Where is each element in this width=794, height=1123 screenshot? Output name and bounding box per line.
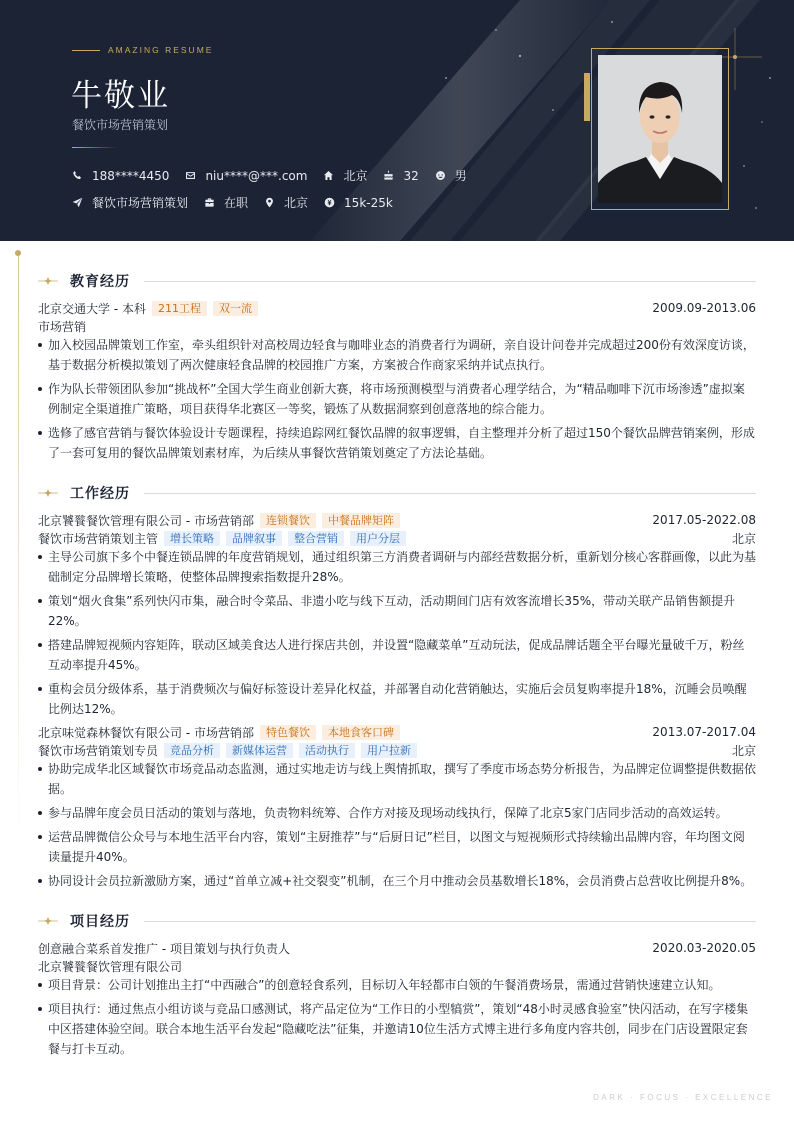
candidate-name: 牛敬业 [71,78,170,114]
age-text: 32 [403,168,419,183]
company-tag: 连锁餐饮 [260,513,316,528]
employment-status-text: 在职 [224,196,249,210]
employment-status-info [204,194,248,211]
school-tag: 211工程 [152,301,207,316]
salary-text: 15k-25k [344,195,393,210]
job-bullet: 参与品牌年度会员日活动的策划与落地，负责物料统筹、合作方对接及现场动线执行，保障了北京5家门店同步活动的高效运转。 [38,803,756,823]
major-name: 市场营销 [38,319,87,334]
phone-info [72,169,169,183]
age-info [383,169,418,183]
contact-info-row [72,167,483,184]
company-name: 北京饕餮餐饮管理有限公司 - 市场营销部 [38,513,254,528]
section-rule [144,921,756,922]
sparkle-icon [38,916,58,926]
salary-info [324,196,393,210]
project-bullet: 项目执行：通过焦点小组访谈与竞品口感测试，将产品定位为“工作日的小型犒赏”，策划“48小时灵感食验室”快闪活动，在写字楼集中区搭建体验空间。联合本地生活平台发起“隐藏吃法”征集，并邀请10位生活方式博主进行多角度内容共创，同步在门店设置限定套餐与打卡互动。 [38,999,756,1059]
resume-tagline [72,45,213,55]
sparkle-icon [38,276,58,286]
job-bullet: 协同设计会员拉新激励方案，通过“首单立减+社交裂变”机制，在三个月中推动会员基数增长18%，会员消费占总营收比例提升8%。 [38,871,756,891]
tagline-text: AMAZING RESUME [108,45,214,55]
email-info [185,169,307,183]
job-position: 餐饮市场营销策划专员 [38,743,159,758]
education-major-row [38,318,756,334]
work-title: 工作经历 [70,486,130,502]
skill-tag: 新媒体运营 [226,743,293,758]
job-period: 2017.05-2022.08 [652,513,756,527]
footer-motto: DARK · FOCUS · EXCELLENCE [593,1093,773,1102]
company-tag: 中餐品牌矩阵 [322,513,400,528]
skill-tag: 用户拉新 [361,743,417,758]
sparkle-icon [38,488,58,498]
company-tag: 特色餐饮 [260,725,316,740]
target-city-text: 北京 [284,196,309,210]
gender-text: 男 [454,169,467,183]
salary-icon [324,197,335,208]
section-rule [144,493,756,494]
section-rule [144,281,756,282]
project-company-row [38,958,756,974]
skill-tag: 整合营销 [288,531,344,546]
gender-icon [435,170,446,181]
candidate-job-title: 餐饮市场营销策划 [72,118,169,132]
phone-icon [72,170,83,181]
job-bullet: 运营品牌微信公众号与本地生活平台内容，策划“主厨推荐”与“后厨日记”栏目，以图文与短视频形式持续输出品牌内容，年均图文阅读量提升40%。 [38,827,756,867]
city-text: 北京 [343,169,368,183]
job-bullet: 重构会员分级体系，基于消费频次与偏好标签设计差异化权益，并部署自动化营销触达，实施后会员复购率提升18%，沉睡会员唤醒比例达12%。 [38,679,756,719]
resume-header [0,0,794,241]
skill-tag: 品牌叙事 [226,531,282,546]
project-title: 项目经历 [70,914,130,930]
skill-tag: 增长策略 [164,531,220,546]
job-bullet: 协助完成华北区域餐饮市场竞品动态监测，通过实地走访与线上舆情抓取，撰写了季度市场态势分析报告，为品牌定位调整提供数据依据。 [38,759,756,799]
education-bullet: 选修了感官营销与餐饮体验设计专题课程，持续追踪网红餐饮品牌的叙事逻辑，自主整理并分析了超过150个餐饮品牌营销案例，形成了一套可复用的餐饮品牌策划素材库，为后续从事餐饮营销策划奠定了方法论基础。 [38,423,756,463]
company-name: 北京味觉森林餐饮有限公司 - 市场营销部 [38,725,254,740]
tagline-rule [72,50,100,51]
education-bullet: 作为队长带领团队参加“挑战杯”全国大学生商业创新大赛，将市场预测模型与消费者心理学结合，为“精品咖啡下沉市场渗透”虚拟案例制定全渠道推广策略，项目获得华北赛区一等奖，锻炼了从数据洞察到创意落地的综合能力。 [38,379,756,419]
education-title: 教育经历 [70,274,130,290]
home-icon [323,170,334,181]
location-pin-icon [264,197,275,208]
education-bullet: 加入校园品牌策划工作室，牵头组织针对高校周边轻食与咖啡业态的消费者行为调研，亲自设计问卷并完成超过200份有效深度访谈，基于数据分析模拟策划了两次健康轻食品牌的校园推广方案，方案被合作商家采纳并试点执行。 [38,335,756,375]
job-bullet: 搭建品牌短视频内容矩阵，联动区域美食达人进行探店共创，并设置“隐藏菜单”互动玩法，促成品牌话题全平台曝光量破千万，粉丝互动率提升45%。 [38,635,756,675]
phone-text: 188****4450 [92,168,170,183]
job-header-row [38,512,756,528]
education-section-header [38,271,756,291]
skill-tag: 用户分层 [350,531,406,546]
project-header-row [38,940,756,956]
project-section-header [38,911,756,931]
target-city-info [264,194,308,211]
city-info [323,167,367,184]
skill-tag: 活动执行 [299,743,355,758]
briefcase-icon [204,197,215,208]
photo-accent-bar [584,73,590,121]
timeline-line [18,256,19,846]
education-header-row [38,300,756,316]
profile-photo-illustration [598,55,722,203]
job-position-row [38,530,756,546]
job-city: 北京 [731,743,756,758]
target-position-text: 餐饮市场营销策划 [92,196,189,210]
job-position: 餐饮市场营销策划主管 [38,531,159,546]
project-name: 创意融合菜系首发推广 - 项目策划与执行负责人 [38,941,290,956]
skill-tag: 竞品分析 [164,743,220,758]
header-divider [72,147,118,148]
school-name: 北京交通大学 - 本科 [38,301,146,316]
cake-icon [383,170,394,181]
project-period: 2020.03-2020.05 [652,941,756,955]
project-company: 北京饕餮餐饮管理有限公司 [38,959,183,974]
education-period: 2009.09-2013.06 [652,301,756,315]
profile-photo [598,55,722,203]
job-position-row [38,742,756,758]
job-bullet: 主导公司旗下多个中餐连锁品牌的年度营销规划，通过组织第三方消费者调研与内部经营数据分析，重新划分核心客群画像，以此为基础制定分品牌增长策略，使整体品牌搜索指数提升28%。 [38,547,756,587]
job-bullet: 策划“烟火食集”系列快闪市集，融合时令菜品、非遗小吃与线下互动，活动期间门店有效客流增长35%，带动关联产品销售额提升22%。 [38,591,756,631]
job-header-row [38,724,756,740]
job-city: 北京 [731,531,756,546]
mail-icon [185,170,196,181]
job-intent-row [72,194,409,211]
project-bullet: 项目背景：公司计划推出主打“中西融合”的创意轻食系列，目标切入年轻都市白领的午餐消费场景，需通过营销快速建立认知。 [38,975,756,995]
send-icon [72,197,83,208]
job-period: 2013.07-2017.04 [652,725,756,739]
email-text: niu****@***.com [205,168,308,183]
company-tag: 本地食客口碑 [322,725,400,740]
school-tag: 双一流 [213,301,258,316]
gender-info [435,167,467,184]
target-position-info [72,194,188,211]
work-section-header [38,483,756,503]
